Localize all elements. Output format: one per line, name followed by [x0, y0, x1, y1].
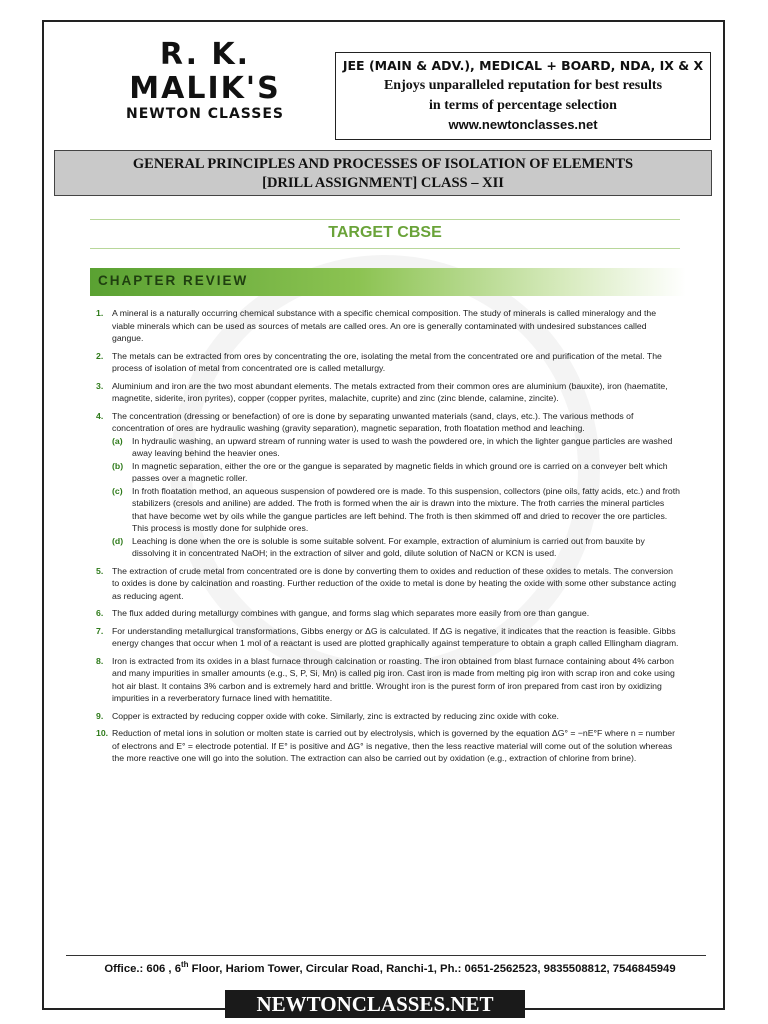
title-line-1: GENERAL PRINCIPLES AND PROCESSES OF ISOLATION OF ELEMENTS: [132, 156, 634, 172]
list-item: [96, 410, 680, 560]
list-item: [96, 350, 680, 375]
divider: [90, 219, 680, 220]
sub-item: [112, 535, 680, 560]
info-tagline-2: in terms of percentage selection: [429, 98, 617, 113]
chapter-review-bar: [90, 268, 686, 296]
sub-item-text: In magnetic separation, either the ore or the gangue is separated by magnetic fields in which ground ore is carried on a conveyer belt which passes over a magnetic roller.: [132, 460, 668, 483]
brand-subtitle: NEWTON CLASSES: [126, 106, 284, 122]
item-text: The extraction of crude metal from concentrated ore is done by converting them to oxides and reduction of these oxides to metals. The conversion to oxides is done by calcination and roasting. Further reduction of the oxide to metal is done by heating the oxide with some other substance acting as reducing agent.: [112, 565, 677, 601]
sub-item: [112, 460, 680, 485]
chapter-review-list: [96, 307, 680, 770]
office-address: [60, 960, 720, 975]
list-item: [96, 380, 680, 405]
item-number: 5.: [96, 565, 104, 576]
item-text: The metals can be extracted from ores by concentrating the ore, isolating the metal from the concentrated ore and purification of the metal. The process of isolation of metal from concentrated ore is called metallurgy.: [112, 350, 662, 373]
info-courses: JEE (MAIN & ADV.), MEDICAL + BOARD, NDA, IX & X: [342, 58, 704, 73]
info-website: www.newtonclasses.net: [448, 117, 598, 132]
sub-item-text: In froth floatation method, an aqueous suspension of powdered ore is made. To this suspension, collectors (pine oils, fatty acids, etc.) and froth stabilizers (cresols and aniline) are added. The froth is formed when the air is drawn into the mixture. The froth carries the mineral particles that have become wet by oils while the gangue particles are left behind. The froth is then skimmed off and dried to recover the ore particles. This process is mostly done for sulphide ores.: [132, 485, 680, 533]
item-number: 8.: [96, 655, 104, 666]
item-text: For understanding metallurgical transformations, Gibbs energy or ΔG is calculated. If ΔG is negative, it indicates that the reaction is feasible. Gibbs energy changes that occur when 1 mol of a reactant is used are plotted graphically against temperature to obtain a graph called Ellingham diagram.: [112, 625, 679, 648]
list-item: [96, 710, 680, 723]
sub-item-text: Leaching is done when the ore is soluble is some suitable solvent. For example, extraction of aluminium is carried out from bauxite by dissolving it in concentrated NaOH; in the extraction of silver and gold, dilute solution of NaCN or KCN is used.: [132, 535, 645, 558]
sub-item: [112, 435, 680, 460]
brand-logo: [80, 38, 330, 122]
list-item: [96, 655, 680, 705]
footer-site-banner: NEWTONCLASSES.NET: [225, 990, 525, 1018]
item-text: A mineral is a naturally occurring chemical substance with a specific chemical composition. The study of minerals is called mineralogy and the viable minerals which can be used as sources of metals are called ores. An ore is generally contaminated with undesired substances called gangue.: [112, 308, 657, 343]
item-text: Iron is extracted from its oxides in a blast furnace through calcination or roasting. The iron obtained from blast furnace containing about 4% carbon and many impurities in smaller amounts (e.g., S, P, Si, Mn) is called pig iron. Cast iron is made from melting pig iron with scrap iron and coke using hot air blast. It contains 3% carbon and is extremely hard and brittle. Wrought iron is the purest form of iron prepared from cast iron by oxidizing impurities in a reverberatory furnace lined with hematitite.: [112, 655, 675, 703]
info-tagline-1: Enjoys unparalleled reputation for best results: [383, 78, 663, 93]
sub-item-label: (c): [112, 485, 123, 496]
item-number: 9.: [96, 710, 104, 721]
list-item: [96, 307, 680, 345]
office-rest: Floor, Hariom Tower, Circular Road, Ranchi-1, Ph.: 0651-2562523, 9835508812, 7546845949: [188, 962, 676, 975]
item-number: 2.: [96, 350, 104, 361]
document-title: [54, 150, 712, 196]
sub-item-text: In hydraulic washing, an upward stream of running water is used to wash the powdered ore, in which the lighter gangue particles are washed away leaving behind the heavier ones.: [132, 435, 673, 458]
info-box: [335, 52, 711, 140]
sub-item-label: (a): [112, 435, 123, 446]
chapter-review-label: CHAPTER REVIEW: [98, 273, 249, 288]
list-item: [96, 565, 680, 603]
item-text: Reduction of metal ions in solution or molten state is carried out by electrolysis, which is governed by the equation ΔG° = −nE°F where n = number of electrons and E° = electrode potential. If E° is positive and ΔG° is negative, then the less reactive material will come out of the solution whereas the more reactive one will go into the solution. The extraction can also be carried out by oxidation (e.g., extraction of chlorine from brine).: [112, 728, 676, 763]
office-sup: th: [180, 960, 189, 969]
list-item: [96, 727, 680, 765]
item-number: 1.: [96, 308, 104, 318]
item-text: The flux added during metallurgy combines with gangue, and forms slag which separates more easily from ore than gangue.: [112, 608, 590, 618]
item-number: 10.: [96, 728, 109, 738]
list-item: [96, 625, 680, 650]
divider: [90, 248, 680, 249]
item-number: 4.: [96, 410, 104, 421]
target-heading: TARGET CBSE: [328, 224, 442, 241]
item-text: Aluminium and iron are the two most abundant elements. The metals extracted from their common ores are aluminium (bauxite), iron (haematite, magnetite, siderite, iron pyrites), copper (copper pyrites, malachite, cuprite) and zinc (zinc blende, calamine, zincite).: [112, 380, 668, 403]
brand-name: R. K. MALIK'S: [129, 37, 281, 106]
office-prefix: Office.: 606 , 6: [104, 962, 181, 975]
item-text: The concentration (dressing or benefaction) of ore is done by separating unwanted materials (sand, clays, etc.). The various methods of concentration of ores are hydraulic washing (gravity separation), magnetic separation, froth floatation method and leaching.: [112, 410, 634, 433]
list-item: [96, 607, 680, 620]
item-number: 7.: [96, 625, 104, 636]
item-number: 3.: [96, 380, 104, 391]
title-line-2: [DRILL ASSIGNMENT] CLASS – XII: [262, 175, 504, 191]
sub-item-label: (b): [112, 460, 124, 471]
sub-item: [112, 485, 680, 535]
item-number: 6.: [96, 608, 104, 618]
footer-divider: [66, 955, 706, 956]
sub-item-label: (d): [112, 535, 124, 546]
item-text: Copper is extracted by reducing copper oxide with coke. Similarly, zinc is extracted by reducing zinc oxide with coke.: [112, 710, 559, 721]
